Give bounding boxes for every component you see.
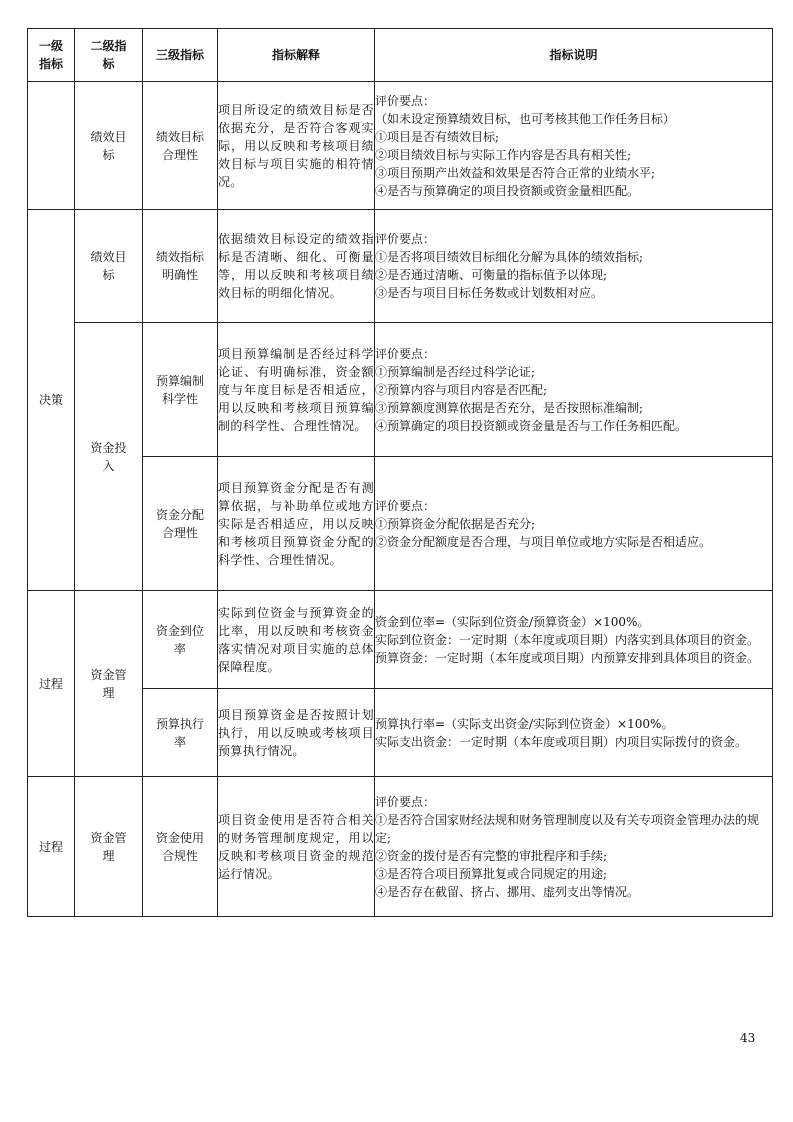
label-line: 科学性 [161,391,198,406]
label-line: 绩效指标 [155,250,204,264]
explanation-cell: 项目预算资金是否按照计划执行，用以反映或考核项目预算执行情况。 [218,689,375,777]
label-line: 合理性 [161,525,198,540]
cell-label [143,622,217,658]
level3-cell [143,457,218,591]
table-row [28,777,773,917]
level3-cell [143,591,218,689]
level1-cell: 过程 [28,591,75,777]
level2-cell [75,323,143,591]
cell-label [75,37,142,73]
cell-label [143,128,217,164]
level2-cell [75,591,143,777]
explanation-cell: 项目预算编制是否经过科学论证、有明确标准，资金额度与年度目标是否相适应，用以反映和考核项目预算编制的科学性、合理性情况。 [218,323,375,457]
label-line: 绩效目标 [155,129,204,144]
description-line: 评价要点： [375,232,436,246]
cell-label [143,372,217,408]
description-line: 资金到位率=（实际到位资金/预算资金）×100%。 [375,614,650,629]
explanation-cell: 项目预算资金分配是否有测算依据，与补助单位或地方实际是否相适应，用以反映和考核项目预算资金分配的科学性、合理性情况。 [218,457,375,591]
header-level3 [143,29,218,82]
description-cell [375,689,773,777]
page-number: 43 [740,1031,756,1045]
table-row [28,323,773,457]
description-line: 实际支出资金：一定时期（本年度或项目期）内项目实际拨付的资金。 [375,734,748,749]
label-line: 理 [102,848,115,863]
level2-cell [75,82,143,210]
explanation-cell: 项目资金使用是否符合相关的财务管理制度规定，用以反映和考核项目资金的规范运行情况。 [218,777,375,917]
description-line: 评价要点： [375,794,436,809]
description-line: ②资金的拨付是否有完整的审批程序和手续; [375,848,608,863]
description-line: ②资金分配额度是否合理，与项目单位或地方实际是否相适应。 [375,534,712,549]
cell-label [75,666,142,702]
description-line: ③预算额度测算依据是否充分，是否按照标准编制; [375,400,644,415]
description-line: 预算执行率=（实际支出资金/实际到位资金）×100%。 [375,716,674,731]
label-line: 入 [102,458,115,473]
description-line: 评价要点： [375,498,436,513]
description-cell [375,323,773,457]
description-line: ③是否符合项目预算批复或合同规定的用途; [375,866,608,881]
table-row [28,591,773,689]
level1-cell: 决策 [28,210,75,591]
label-line: 率 [173,641,186,656]
cell-label [143,248,217,284]
description-line: ②预算内容与项目内容是否匹配; [375,382,548,397]
description-line: ①项目是否有绩效目标; [375,129,500,144]
level3-cell [143,210,218,323]
explanation-cell: 项目所设定的绩效目标是否依据充分，是否符合客观实际，用以反映和考核项目绩效目标与项目实施的相符情况。 [218,82,375,210]
header-level2 [75,29,143,82]
description-cell [375,82,773,210]
indicator-table [27,28,773,917]
label-line: 预算编制 [155,373,204,388]
cell-label [375,46,772,64]
cell-label [75,248,142,284]
label-line: 合规性 [161,848,198,863]
label-line: 二级指 [90,39,127,53]
label-line: 资金管 [90,667,127,682]
label-line: 指标 [38,57,63,71]
label-line: 合理性 [161,147,198,162]
header-explanation [218,29,375,82]
description-cell [375,591,773,689]
description-line: ②是否通过清晰、可衡量的指标值予以体现; [375,268,608,282]
description-cell [375,777,773,917]
explanation-cell: 依据绩效目标设定的绩效指标是否清晰、细化、可衡量等，用以反映和考核项目绩效目标的明细化情况。 [218,210,375,323]
label-line: 三级指标 [155,48,204,62]
description-line: ④是否与预算确定的项目投资额或资金量相匹配。 [375,183,640,198]
header-row [28,29,773,82]
label-line: 预算执行 [155,716,204,731]
description-line: 评价要点： [375,346,436,361]
level3-cell [143,689,218,777]
cell-label [28,37,74,73]
label-line: 绩效目 [90,250,127,264]
description-line: ③项目预期产出效益和效果是否符合正常的业绩水平; [375,165,656,180]
description-line: ②项目绩效目标与实际工作内容是否具有相关性; [375,147,632,162]
level3-cell [143,323,218,457]
cell-label [143,715,217,751]
label-line: 指标说明 [549,48,598,62]
label-line: 资金使用 [155,830,204,845]
label-line: 资金到位 [155,623,204,638]
description-line: ①预算编制是否经过科学论证; [375,364,536,379]
cell-label [75,439,142,475]
table-row [28,82,773,210]
cell-label [75,829,142,865]
level3-cell [143,777,218,917]
label-line: 理 [102,685,115,700]
label-line: 资金分配 [155,507,204,522]
label-line: 标 [102,268,115,282]
label-line: 率 [173,734,186,749]
description-line: 评价要点： [375,93,436,108]
explanation-cell: 实际到位资金与预算资金的比率，用以反映和考核资金落实情况对项目实施的总体保障程度。 [218,591,375,689]
level2-cell [75,210,143,323]
label-line: 资金投 [90,440,127,455]
description-line: ①是否符合国家财经法规和财务管理制度以及有关专项资金管理办法的规定; [375,812,760,845]
description-line: ④预算确定的项目投资额或资金量是否与工作任务相匹配。 [375,418,688,433]
label-line: 标 [102,57,115,71]
cell-label [218,46,374,64]
cell-label [143,829,217,865]
label-line: 一级 [38,39,63,53]
description-line: （如未设定预算绩效目标，也可考核其他工作任务目标） [375,111,676,126]
cell-label [75,128,142,164]
description-line: ①是否将项目绩效目标细化分解为具体的绩效指标; [375,250,644,264]
label-line: 绩效目 [90,129,127,144]
description-line: ①预算资金分配依据是否充分; [375,516,536,531]
description-line: ③是否与项目目标任务数或计划数相对应。 [375,286,604,300]
header-level1 [28,29,75,82]
description-line: 预算资金：一定时期（本年度或项目期）内预算安排到具体项目的资金。 [375,650,760,665]
level2-cell [75,777,143,917]
label-line: 资金管 [90,830,127,845]
cell-label [143,46,217,64]
table-row [28,210,773,323]
level1-cell-empty [28,82,75,210]
description-line: ④是否存在截留、挤占、挪用、虚列支出等情况。 [375,884,640,899]
description-line: 实际到位资金：一定时期（本年度或项目期）内落实到具体项目的资金。 [375,632,760,647]
description-cell [375,457,773,591]
label-line: 指标解释 [271,48,320,62]
label-line: 标 [102,147,115,162]
level3-cell [143,82,218,210]
label-line: 明确性 [161,268,198,282]
description-cell [375,210,773,323]
header-description [375,29,773,82]
cell-label [143,506,217,542]
level1-cell: 过程 [28,777,75,917]
